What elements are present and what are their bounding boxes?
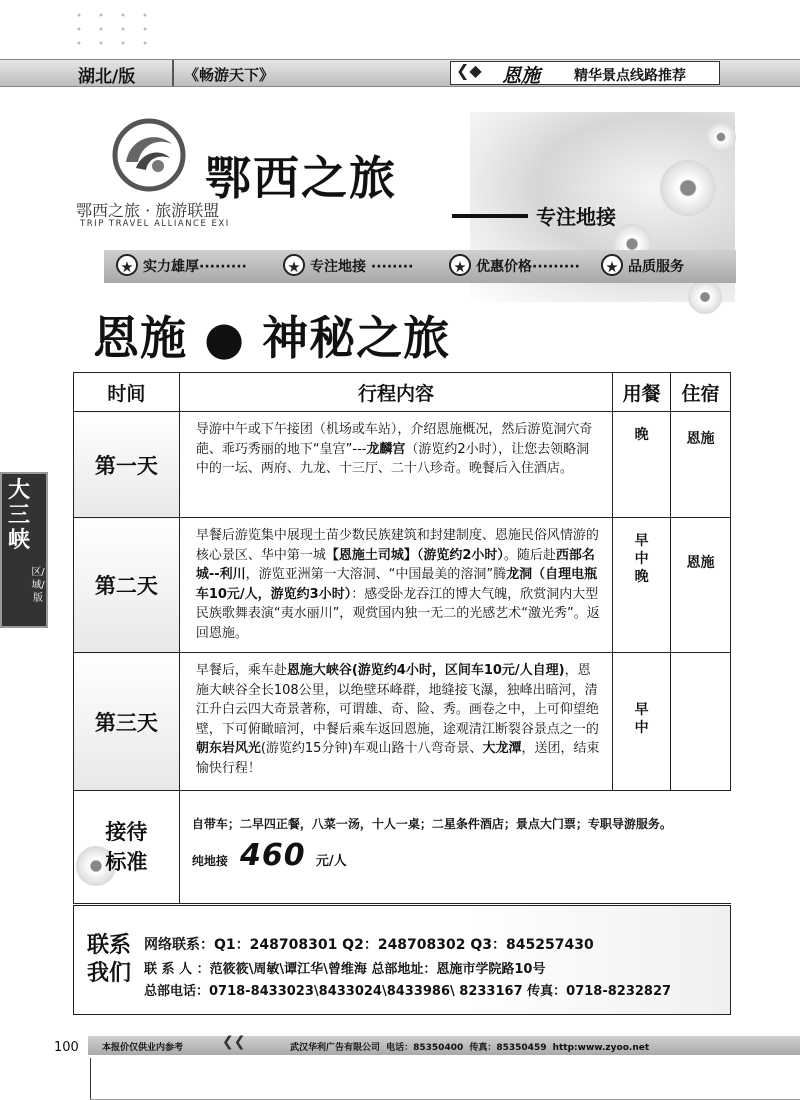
standard-content — [179, 791, 730, 904]
body-text: (游览约15分钟)车观山路十八弯奇景、 — [260, 741, 483, 756]
body-text: 早餐后，乘车赴 — [195, 663, 287, 678]
table-header-row — [74, 373, 731, 412]
header-time: 时间 — [74, 373, 180, 412]
logo-english-name: TRIP TRAVEL ALLIANCE EXI — [80, 219, 230, 229]
body-text: （游览约2小时），让您去领略洞中的一坛、两府、九龙、十三厅、二十八珍奇。晚餐后入住酒店。 — [195, 441, 590, 476]
slogan-dash — [452, 214, 528, 218]
contact-persons: 联 系 人 ：范筱筱\周敏\谭江华\曾维海 总部地址：恩施市学院路10号 — [144, 962, 546, 977]
double-chevron-left-icon: ❮◆ — [456, 61, 482, 80]
price-value: 460 — [240, 838, 306, 873]
logo-chinese-name: 鄂西之旅 · 旅游联盟 — [76, 201, 220, 220]
body-text: 早餐后游览集中展现土苗少数民族建筑和封建制度、恩施民俗风情游的核心景区、华中第一城 — [195, 528, 599, 563]
flower-icon — [706, 122, 736, 152]
contact-online: 网络联系：Q1：248708301 Q2：248708302 Q3：845257430 — [144, 937, 594, 953]
day-content — [179, 518, 612, 653]
highlight-text: 龙麟宫 — [366, 441, 406, 457]
side-tab-title: 大三峡 — [7, 477, 30, 553]
day-content — [179, 412, 612, 518]
star-icon: ★ — [116, 254, 138, 276]
magazine-name: 《畅游天下》 — [184, 66, 275, 84]
lodging-cell — [671, 653, 731, 791]
body-text: ，恩施大峡谷全长108公里，以绝壁环峰群，地缝接飞瀑，独峰出暗河，清江升白云四大奇景著称，可谓雄、奇、险、秀。画卷之中，上可仰望绝壁，下可俯瞰暗河，中餐后乘车返回恩施，途观清江断裂谷景点之一的 — [195, 663, 599, 737]
side-tab-subtitle: 区/域/版 — [31, 567, 45, 604]
body-text: 。随后赴 — [503, 547, 556, 563]
decorative-dots — [68, 8, 163, 48]
header-content: 行程内容 — [179, 373, 612, 412]
header-divider — [172, 60, 174, 86]
footer-publisher-info: 武汉华利广告有限公司 电话：85350400 传真：85350459 http:www.zyoo.net — [290, 1043, 650, 1053]
feature-item: 优惠价格········· — [476, 259, 580, 275]
day-content — [179, 653, 612, 791]
lodging-cell: 恩施 — [671, 412, 731, 518]
feature-item: 品质服务 — [628, 259, 684, 275]
table-row — [74, 412, 731, 518]
feature-item: 实力雄厚········· — [143, 259, 247, 275]
brand-slogan: 专注地接 — [536, 205, 616, 229]
standard-label: 接待 标准 — [74, 791, 180, 904]
body-text: ，送团，结束愉快行程！ — [195, 741, 600, 776]
standard-text: 自带车；二早四正餐，八菜一汤，十人一桌；二星条件酒店；景点大门票；专职导游服务。 — [191, 817, 672, 831]
day-label: 第一天 — [74, 412, 180, 518]
star-icon: ★ — [601, 254, 623, 276]
table-row — [74, 518, 731, 653]
header-place: 恩施 — [502, 65, 541, 87]
price-unit: 元/人 — [315, 854, 347, 869]
highlight-text: 西部名城--利川 — [195, 547, 595, 582]
double-chevron-left-icon: ❮❮ — [222, 1034, 246, 1050]
star-icon: ★ — [283, 254, 305, 276]
contact-label: 联系 我们 — [86, 933, 131, 986]
star-icon: ★ — [449, 254, 471, 276]
highlight-text: 大龙潭 — [482, 741, 522, 756]
itinerary-table — [73, 372, 731, 904]
lodging-cell: 恩施 — [671, 518, 731, 653]
meal-cell: 早 中 晚 — [613, 518, 671, 653]
brand-name: 鄂西之旅 — [205, 151, 397, 205]
footer-vertical-rule — [90, 1058, 91, 1100]
header-tagline: 精华景点线路推荐 — [574, 68, 686, 84]
header-meal: 用餐 — [613, 373, 671, 412]
highlight-text: 恩施大峡谷(游览约4小时，区间车10元/人自理) — [286, 663, 565, 678]
day-label: 第二天 — [74, 518, 180, 653]
body-text: ：感受卧龙吞江的博大气魄，欣赏洞内大型民族歌舞表演“夷水丽川”，观赏国内独一无二的光感艺术“激光秀”。返回恩施。 — [195, 586, 600, 641]
body-text: ，游览亚洲第一大溶洞、“中国最美的溶洞”腾 — [245, 567, 507, 582]
page-number: 100 — [54, 1040, 79, 1055]
body-text: 导游中午或下午接团（机场或车站），介绍恩施概况，然后游览洞穴奇葩、乖巧秀丽的地下“皇宫”--- — [195, 422, 593, 457]
header-lodging: 住宿 — [671, 373, 731, 412]
footer-note: 本报价仅供业内参考 — [102, 1043, 184, 1053]
logo-icon — [112, 118, 186, 192]
flower-icon — [660, 160, 716, 216]
table-row-standard — [74, 791, 731, 904]
page-title: 恩施 ● 神秘之旅 — [93, 311, 451, 365]
table-row — [74, 653, 731, 791]
region-label: 湖北/版 — [78, 67, 136, 87]
feature-item: 专注地接 ········ — [310, 259, 414, 275]
highlight-text: 【恩施土司城】（游览约2小时） — [325, 547, 504, 563]
contact-phone: 总部电话：0718-8433023\8433024\8433986\ 8233167 传真：0718-8232827 — [144, 984, 672, 999]
meal-cell: 晚 — [613, 412, 671, 518]
highlight-text: 朝东岩风光 — [195, 741, 261, 756]
highlight-text: 龙洞（自理电瓶车10元/人，游览约3小时） — [195, 567, 598, 602]
flower-icon — [688, 280, 722, 314]
meal-cell: 早 中 — [613, 653, 671, 791]
day-label: 第三天 — [74, 653, 180, 791]
price-label: 纯地接 — [191, 854, 228, 868]
